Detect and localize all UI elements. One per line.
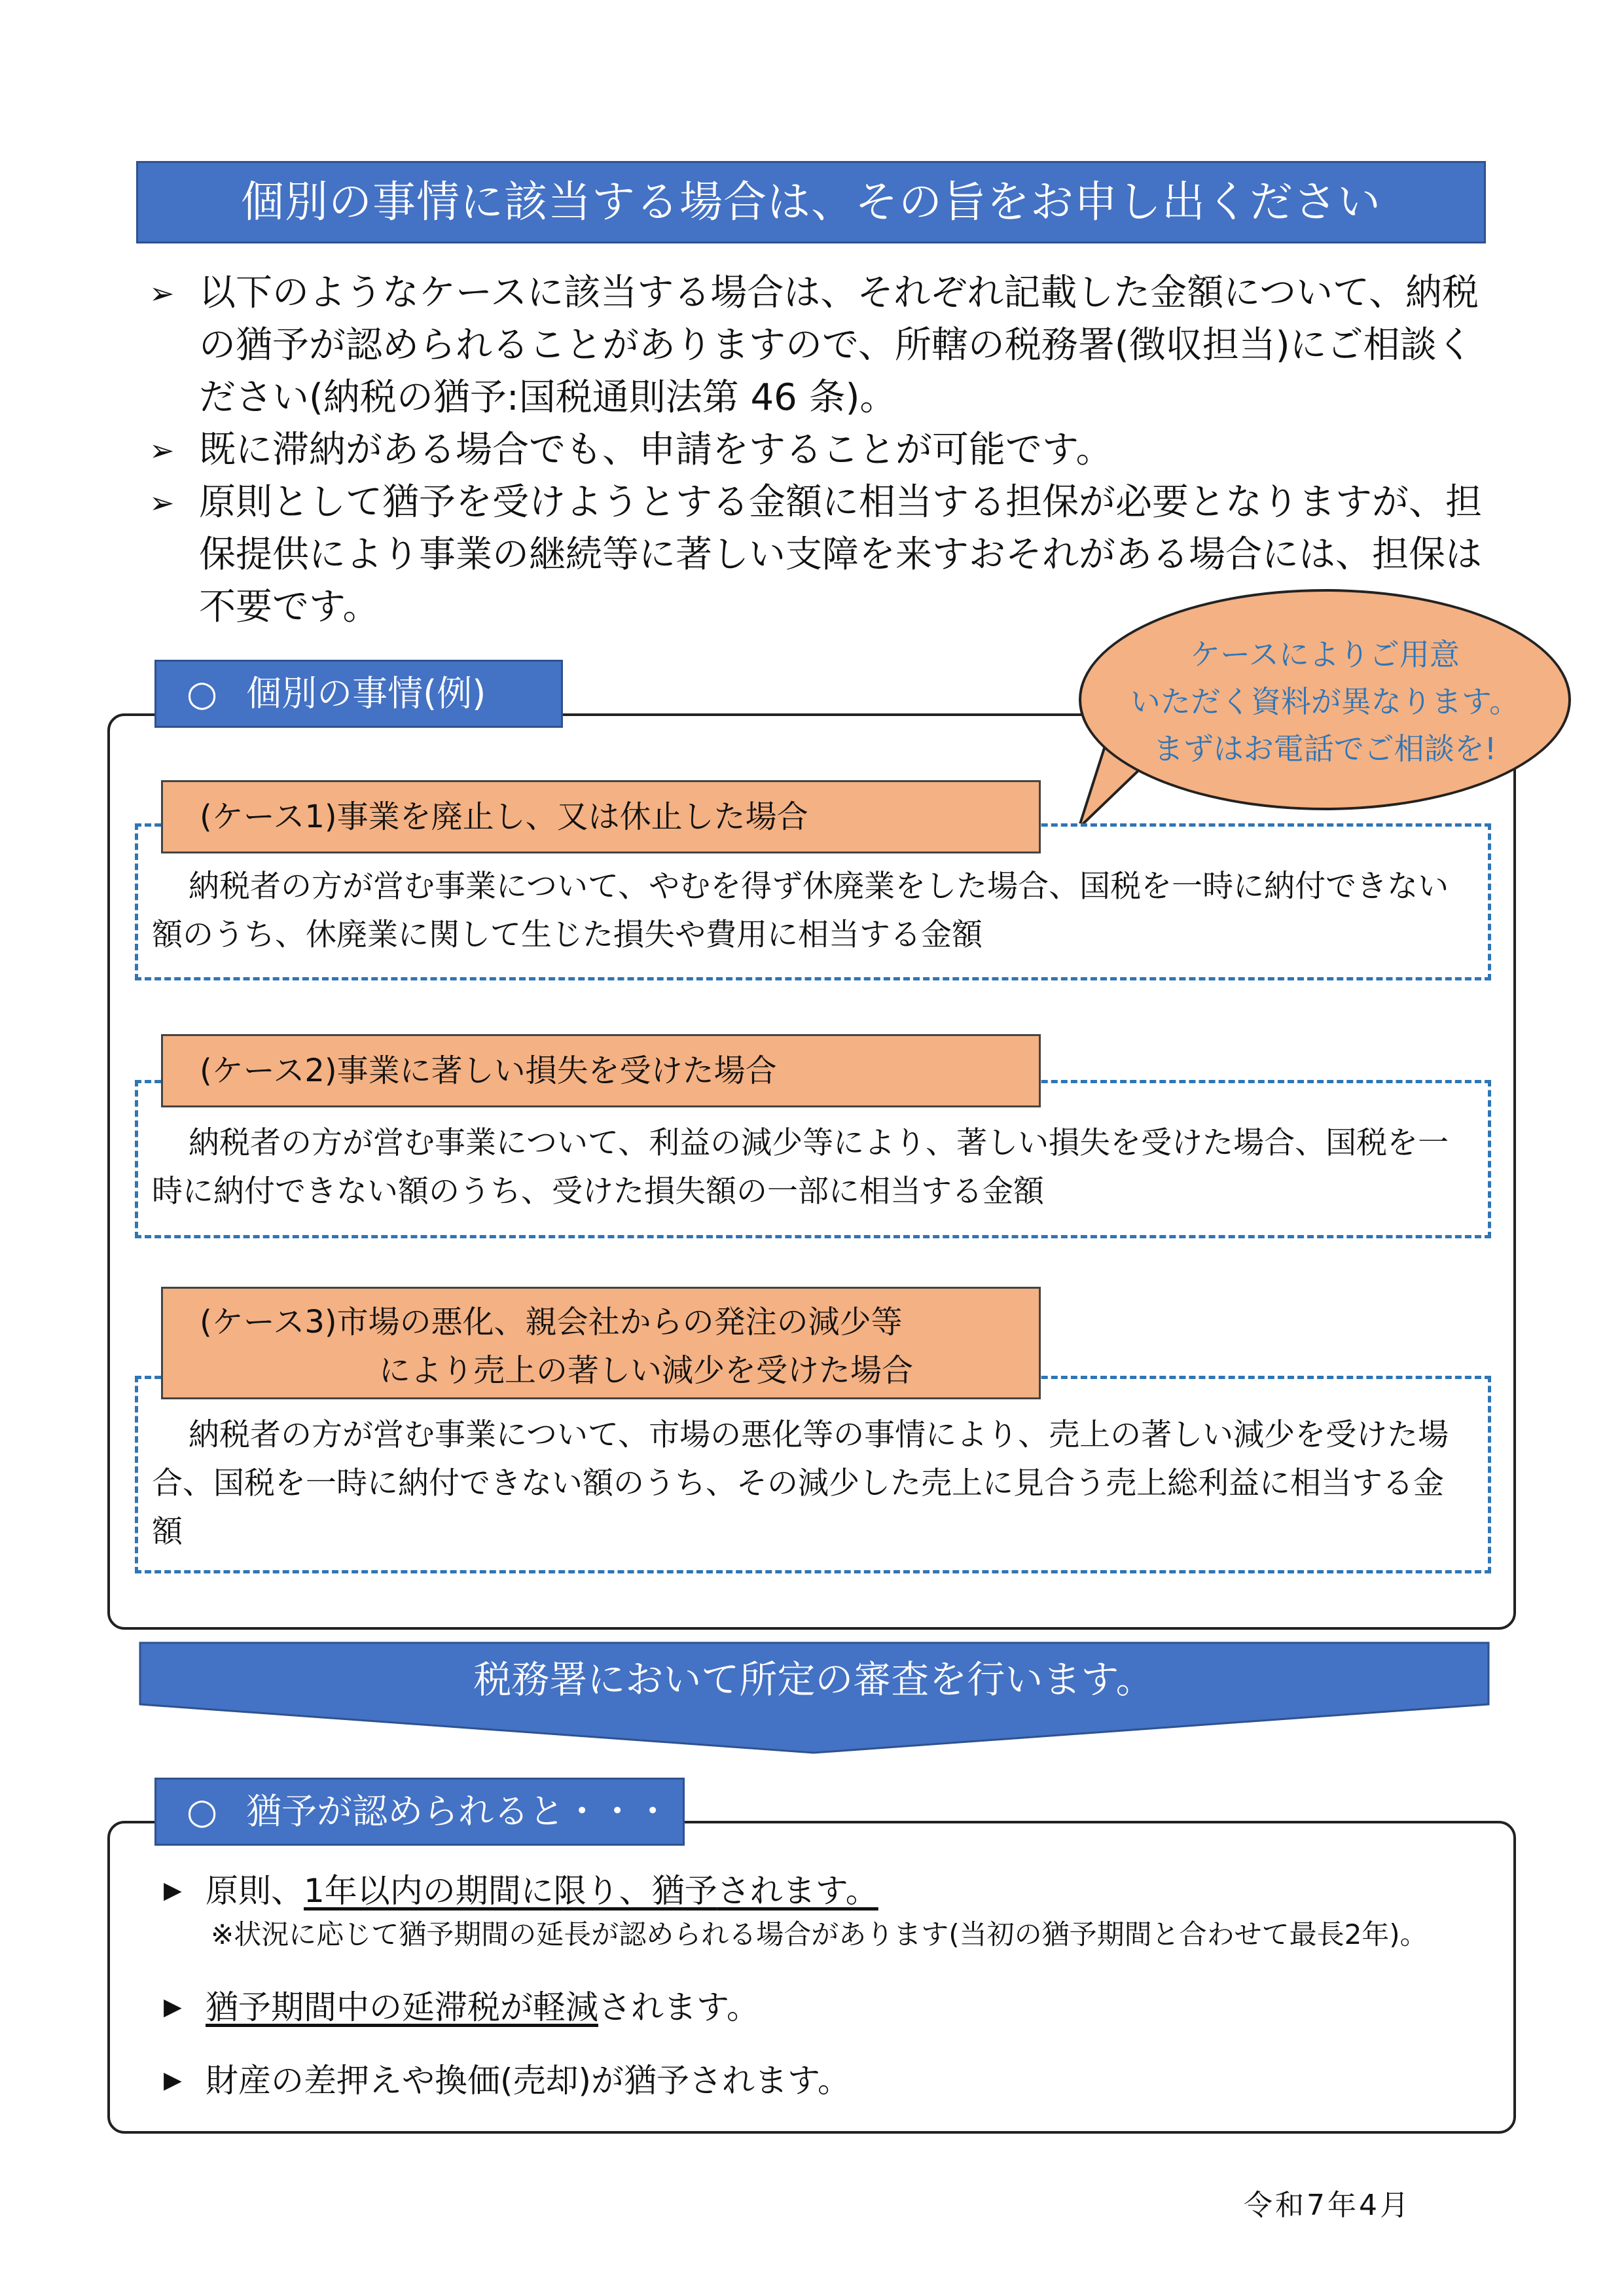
consultation-speech-bubble xyxy=(1079,589,1571,810)
case-body-text: 納税者の方が営む事業について、市場の悪化等の事情により、売上の著しい減少を受けた場合、国税を一時に納付できない額のうち、その減少した売上に見合う売上総利益に相当する金額 xyxy=(152,1417,1449,1550)
case-1-body xyxy=(152,863,1474,960)
section-header-label: 個別の事情(例) xyxy=(246,673,486,714)
list-item xyxy=(164,1868,1499,1914)
benefit-text: 財産の差押えや換価(売却)が猶予されます。 xyxy=(206,2062,851,2100)
benefit-text-underlined: 猶予期間中の延滞税が軽減 xyxy=(206,1988,598,2026)
case-2-body xyxy=(152,1119,1474,1216)
case-body-text: 納税者の方が営む事業について、利益の減少等により、著しい損失を受けた場合、国税を一時に納付できない額のうち、受けた損失額の一部に相当する金額 xyxy=(152,1125,1449,1210)
arrow-bullet-icon: ➢ xyxy=(149,433,175,468)
section-header-label: 猶予が認められると・・・ xyxy=(246,1791,671,1832)
section-header-benefits xyxy=(154,1778,685,1846)
case-3-label xyxy=(161,1287,1041,1399)
circle-icon: ○ xyxy=(187,1791,218,1832)
triangle-bullet-icon: ▶ xyxy=(164,2067,182,2094)
review-banner-text: 税務署において所定の審査を行います。 xyxy=(473,1657,1154,1702)
benefit-text: 原則、 xyxy=(206,1872,304,1910)
bullet-text: 既に滞納がある場合でも、申請をすることが可能です。 xyxy=(199,429,1113,471)
case-label-line: (ケース3)市場の悪化、親会社からの発注の減少等 xyxy=(200,1304,903,1340)
bubble-line: まずはお電話でご相談を! xyxy=(1153,731,1497,766)
bubble-line: ケースによりご用意 xyxy=(1190,637,1460,672)
case-body-text: 納税者の方が営む事業について、やむを得ず休廃業をした場合、国税を一時に納付できない額のうち、休廃業に関して生じた損失や費用に相当する金額 xyxy=(152,869,1449,953)
case-3-body xyxy=(152,1411,1474,1556)
section-header-circumstances xyxy=(154,660,563,728)
bullet-text: 以下のようなケースに該当する場合は、それぞれ記載した金額について、納税の猶予が認められることがありますので、所轄の税務署(徴収担当)にご相談ください(納税の猶予:国税通則法第 46 条)。 xyxy=(199,272,1479,419)
list-item xyxy=(164,1984,1499,2030)
list-item xyxy=(149,267,1491,424)
list-item xyxy=(164,2058,1499,2104)
benefit-note: ※状況に応じて猶予期間の延長が認められる場合があります(当初の猶予期間と合わせて最長2年)。 xyxy=(211,1918,1428,1950)
page-title: 個別の事情に該当する場合は、その旨をお申し出ください xyxy=(136,161,1486,243)
bubble-line: いただく資料が異なります。 xyxy=(1130,684,1520,719)
benefit-text-underlined: されます。 xyxy=(717,1872,878,1910)
benefits-list xyxy=(164,1868,1499,2104)
benefit-text: されます。 xyxy=(598,1988,759,2026)
circle-icon: ○ xyxy=(187,673,218,714)
arrow-bullet-icon: ➢ xyxy=(149,485,175,520)
case-1-label: (ケース1)事業を廃止し、又は休止した場合 xyxy=(161,780,1041,853)
issue-date: 令和7年4月 xyxy=(1244,2189,1411,2222)
bullet-text: 原則として猶予を受けようとする金額に相当する担保が必要となりますが、担保提供により事業の継続等に著しい支障を来すおそれがある場合には、担保は不要です。 xyxy=(199,481,1482,628)
triangle-bullet-icon: ▶ xyxy=(164,1994,182,2020)
benefit-text-underlined: 1年以内の期間に限り、猶予 xyxy=(304,1872,717,1910)
intro-bullet-list xyxy=(149,267,1491,634)
arrow-bullet-icon: ➢ xyxy=(149,276,175,311)
list-item xyxy=(149,424,1491,476)
triangle-bullet-icon: ▶ xyxy=(164,1877,182,1904)
case-label-line: により売上の著しい減少を受けた場合 xyxy=(379,1352,914,1389)
case-2-label: (ケース2)事業に著しい損失を受けた場合 xyxy=(161,1034,1041,1107)
